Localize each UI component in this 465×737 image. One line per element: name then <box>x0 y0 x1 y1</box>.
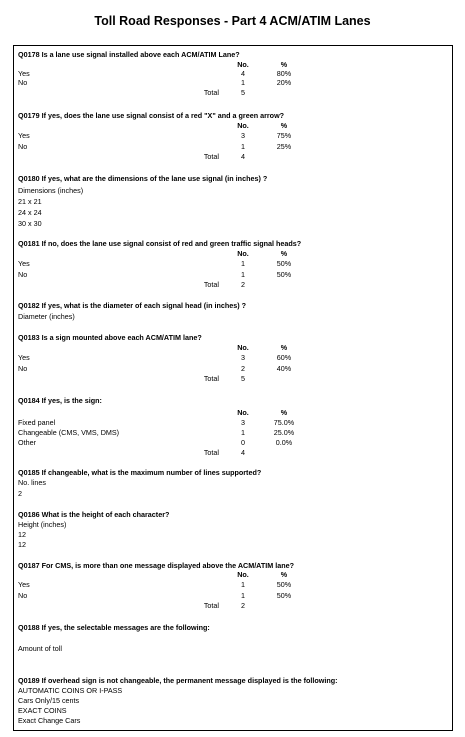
row-label: No <box>18 78 28 87</box>
question-q0187: Q0187 For CMS, is more than one message displayed above the ACM/ATIM lane? <box>18 561 294 570</box>
row-percent: 25.0% <box>273 428 295 437</box>
row-percent: 50% <box>276 580 292 589</box>
row-count: 1 <box>241 142 245 151</box>
answer-header: Height (inches) <box>18 520 67 529</box>
row-percent: 20% <box>276 78 292 87</box>
header-pct: % <box>280 343 288 352</box>
row-label: Fixed panel <box>18 418 56 427</box>
row-count: 1 <box>241 259 245 268</box>
total-label: Total <box>203 601 219 610</box>
answer-item: AUTOMATIC COINS OR I-PASS <box>18 686 123 695</box>
page-title: Toll Road Responses - Part 4 ACM/ATIM Lanes <box>94 14 371 28</box>
question-q0181: Q0181 If no, does the lane use signal consist of red and green traffic signal heads? <box>18 239 302 248</box>
row-count: 1 <box>241 78 245 87</box>
row-label: No <box>18 364 28 373</box>
row-count: 1 <box>241 270 245 279</box>
question-q0183: Q0183 Is a sign mounted above each ACM/ATIM lane? <box>18 333 202 342</box>
row-percent: 40% <box>276 364 292 373</box>
row-count: 1 <box>241 580 245 589</box>
total-label: Total <box>203 152 219 161</box>
answer-item: 30 x 30 <box>18 219 42 228</box>
header-no: No. <box>237 570 249 579</box>
row-count: 1 <box>241 591 245 600</box>
row-count: 3 <box>241 131 245 140</box>
total-count: 4 <box>241 152 245 161</box>
total-count: 2 <box>241 280 245 289</box>
question-q0179: Q0179 If yes, does the lane use signal consist of a red "X" and a green arrow? <box>18 111 285 120</box>
question-q0185: Q0185 If changeable, what is the maximum number of lines supported? <box>18 468 262 477</box>
header-pct: % <box>280 60 288 69</box>
question-q0178: Q0178 Is a lane use signal installed above each ACM/ATIM Lane? <box>18 50 240 59</box>
header-pct: % <box>280 570 288 579</box>
row-count: 1 <box>241 428 245 437</box>
row-label: Yes <box>18 131 30 140</box>
answer-item: 12 <box>18 530 26 539</box>
row-percent: 50% <box>276 270 292 279</box>
answer-item: Cars Only/15 cents <box>18 696 80 705</box>
answer-item: 24 x 24 <box>18 208 42 217</box>
row-label: Yes <box>18 580 30 589</box>
row-percent: 75.0% <box>273 418 295 427</box>
header-no: No. <box>237 343 249 352</box>
header-no: No. <box>237 249 249 258</box>
answer-item: EXACT COINS <box>18 706 67 715</box>
header-pct: % <box>280 249 288 258</box>
answer-item: Amount of toll <box>18 644 62 653</box>
row-percent: 50% <box>276 591 292 600</box>
row-percent: 60% <box>276 353 292 362</box>
header-no: No. <box>237 121 249 130</box>
answer-item: 21 x 21 <box>18 197 42 206</box>
answer-header: Dimensions (inches) <box>18 186 84 195</box>
row-label: Other <box>18 438 36 447</box>
total-label: Total <box>203 374 219 383</box>
row-label: No <box>18 591 28 600</box>
row-percent: 50% <box>276 259 292 268</box>
total-label: Total <box>203 88 219 97</box>
row-label: Yes <box>18 259 30 268</box>
row-label: Yes <box>18 69 30 78</box>
row-label: No <box>18 270 28 279</box>
row-count: 0 <box>241 438 245 447</box>
row-percent: 75% <box>276 131 292 140</box>
row-count: 4 <box>241 69 245 78</box>
row-count: 2 <box>241 364 245 373</box>
question-q0182: Q0182 If yes, what is the diameter of each signal head (in inches) ? <box>18 301 247 310</box>
answer-header: Diameter (inches) <box>18 312 75 321</box>
question-q0188: Q0188 If yes, the selectable messages are the following: <box>18 623 210 632</box>
answer-item: Exact Change Cars <box>18 716 81 725</box>
survey-responses-box <box>13 45 453 731</box>
row-label: No <box>18 142 28 151</box>
row-count: 3 <box>241 418 245 427</box>
row-percent: 0.0% <box>275 438 293 447</box>
total-count: 5 <box>241 374 245 383</box>
total-count: 4 <box>241 448 245 457</box>
question-q0186: Q0186 What is the height of each character? <box>18 510 170 519</box>
question-q0184: Q0184 If yes, is the sign: <box>18 396 102 405</box>
row-percent: 80% <box>276 69 292 78</box>
row-count: 3 <box>241 353 245 362</box>
row-label: Changeable (CMS, VMS, DMS) <box>18 428 120 437</box>
question-q0189: Q0189 If overhead sign is not changeable, the permanent message displayed is the following: <box>18 676 338 685</box>
header-pct: % <box>280 121 288 130</box>
total-label: Total <box>203 448 219 457</box>
row-label: Yes <box>18 353 30 362</box>
row-percent: 25% <box>276 142 292 151</box>
total-label: Total <box>203 280 219 289</box>
total-count: 2 <box>241 601 245 610</box>
header-no: No. <box>237 408 249 417</box>
answer-item: 2 <box>18 489 22 498</box>
question-q0180: Q0180 If yes, what are the dimensions of the lane use signal (in inches) ? <box>18 174 268 183</box>
answer-item: 12 <box>18 540 26 549</box>
answer-header: No. lines <box>18 478 46 487</box>
header-no: No. <box>237 60 249 69</box>
header-pct: % <box>280 408 288 417</box>
total-count: 5 <box>241 88 245 97</box>
